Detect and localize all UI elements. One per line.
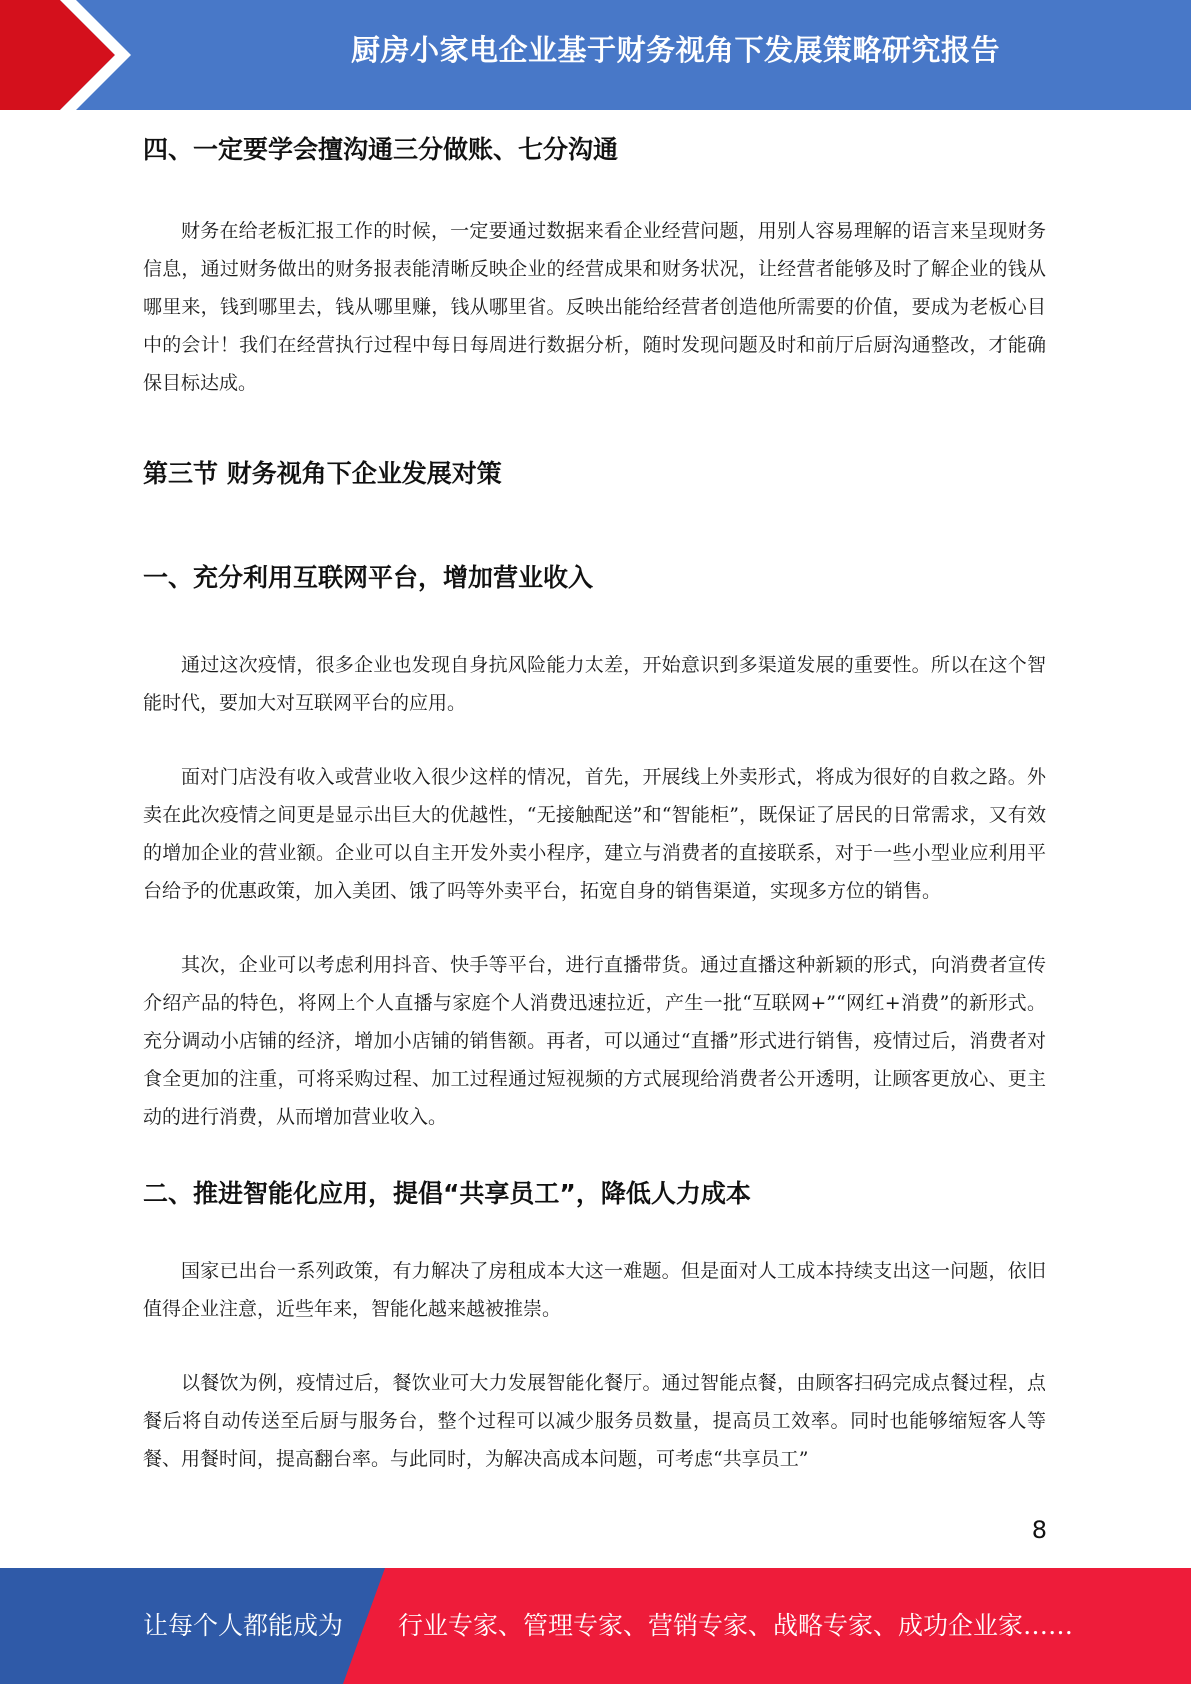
section-title: 第三节 财务视角下企业发展对策 — [143, 459, 502, 488]
footer-slogan-right: 行业专家、管理专家、营销专家、战略专家、成功企业家…… — [398, 1611, 1074, 1640]
page-header — [0, 0, 1191, 110]
heading-communication: 四、一定要学会擅沟通三分做账、七分沟通 — [143, 135, 619, 164]
paragraph: 其次，企业可以考虑利用抖音、快手等平台，进行直播带货。通过直播这种新颖的形式，向消费者宣传介绍产品的特色，将网上个人直播与家庭个人消费迅速拉近，产生一批“互联网+”“网红+消费”的新形式。充分调动小店铺的经济，增加小店铺的销售额。再者，可以通过“直播”形式进行销售，疫情过后，消费者对食全更加的注重，可将采购过程、加工过程通过短视频的方式展现给消费者公开透明，让顾客更放心、更主动的进行消费，从而增加营业收入。 — [143, 954, 1046, 1128]
footer-slogan-left: 让每个人都能成为 — [143, 1611, 344, 1640]
paragraph: 面对门店没有收入或营业收入很少这样的情况，首先，开展线上外卖形式，将成为很好的自救之路。外卖在此次疫情之间更是显示出巨大的优越性，“无接触配送”和“智能柜”，既保证了居民的日常需求，又有效的增加企业的营业额。企业可以自主开发外卖小程序，建立与消费者的直接联系，对于一些小型业应利用平台给予的优惠政策，加入美团、饿了吗等外卖平台，拓宽自身的销售渠道，实现多方位的销售。 — [143, 766, 1046, 902]
page-number: 8 — [1031, 1516, 1047, 1544]
paragraph: 通过这次疫情，很多企业也发现自身抗风险能力太差，开始意识到多渠道发展的重要性。所以在这个智能时代，要加大对互联网平台的应用。 — [143, 654, 1046, 714]
paragraph: 财务在给老板汇报工作的时候，一定要通过数据来看企业经营问题，用别人容易理解的语言来呈现财务信息，通过财务做出的财务报表能清晰反映企业的经营成果和财务状况，让经营者能够及时了解企业的钱从哪里来，钱到哪里去，钱从哪里赚，钱从哪里省。反映出能给经营者创造他所需要的价值，要成为老板心目中的会计！我们在经营执行过程中每日每周进行数据分析，随时发现问题及时和前厅后厨沟通整改，才能确保目标达成。 — [143, 220, 1046, 394]
heading-internet-platform: 一、充分利用互联网平台，增加营业收入 — [143, 563, 594, 592]
document-body — [143, 118, 1046, 1478]
header-arrow-decoration — [0, 0, 160, 110]
document-title: 厨房小家电企业基于财务视角下发展策略研究报告 — [350, 33, 1000, 67]
page-footer — [0, 1568, 1191, 1684]
paragraph: 以餐饮为例，疫情过后，餐饮业可大力发展智能化餐厅。通过智能点餐，由顾客扫码完成点餐过程，点餐后将自动传送至后厨与服务台，整个过程可以减少服务员数量，提高员工效率。同时也能够缩短客人等餐、用餐时间，提高翻台率。与此同时，为解决高成本问题，可考虑“共享员工” — [143, 1372, 1046, 1470]
paragraph: 国家已出台一系列政策，有力解决了房租成本大这一难题。但是面对人工成本持续支出这一问题，依旧值得企业注意，近些年来，智能化越来越被推崇。 — [143, 1260, 1046, 1320]
heading-smart-application: 二、推进智能化应用，提倡“共享员工”，降低人力成本 — [143, 1179, 751, 1208]
